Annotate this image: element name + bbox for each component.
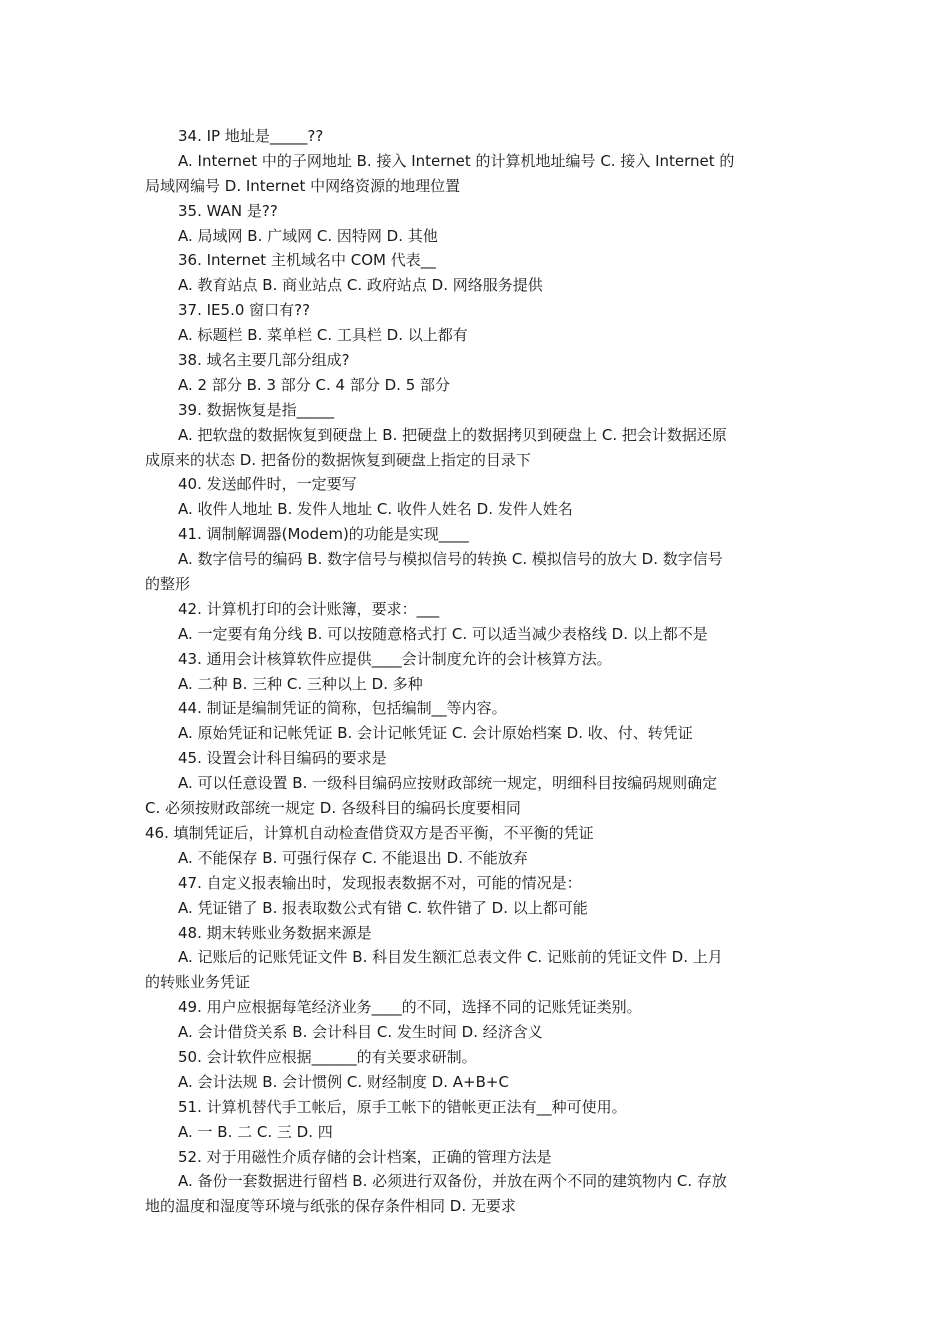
text-line: 50. 会计软件应根据______的有关要求研制。	[178, 1047, 477, 1066]
text-line: 40. 发送邮件时，一定要写	[178, 475, 357, 494]
text-line: A. 数字信号的编码 B. 数字信号与模拟信号的转换 C. 模拟信号的放大 D. 数字信号	[178, 550, 723, 569]
text-line: A. 备份一套数据进行留档 B. 必须进行双备份，并放在两个不同的建筑物内 C. 存放	[178, 1172, 727, 1191]
text-line: 37. IE5.0 窗口有??	[178, 301, 311, 320]
text-line: 46. 填制凭证后，计算机自动检查借贷双方是否平衡，不平衡的凭证	[145, 823, 594, 842]
text-line: 局域网编号 D. Internet 中网络资源的地理位置	[145, 176, 461, 195]
text-line: A. 记账后的记账凭证文件 B. 科目发生额汇总表文件 C. 记账前的凭证文件 D. 上月	[178, 948, 723, 967]
text-line: A. 把软盘的数据恢复到硬盘上 B. 把硬盘上的数据拷贝到硬盘上 C. 把会计数据还原	[178, 425, 727, 444]
text-line: A. 凭证错了 B. 报表取数公式有错 C. 软件错了 D. 以上都可能	[178, 898, 588, 917]
text-line: A. 不能保存 B. 可强行保存 C. 不能退出 D. 不能放弃	[178, 848, 528, 867]
text-line: A. 一 B. 二 C. 三 D. 四	[178, 1122, 333, 1141]
text-line: 48. 期末转账业务数据来源是	[178, 923, 372, 942]
text-line: A. 收件人地址 B. 发件人地址 C. 收件人姓名 D. 发件人姓名	[178, 500, 573, 519]
text-line: A. 一定要有角分线 B. 可以按随意格式打 C. 可以适当减少表格线 D. 以上都不是	[178, 624, 708, 643]
text-line: 的转账业务凭证	[145, 973, 251, 992]
text-line: 35. WAN 是??	[178, 201, 278, 220]
text-line: A. 教育站点 B. 商业站点 C. 政府站点 D. 网络服务提供	[178, 276, 543, 295]
text-line: A. 会计借贷关系 B. 会计科目 C. 发生时间 D. 经济含义	[178, 1023, 543, 1042]
text-line: C. 必须按财政部统一规定 D. 各级科目的编码长度要相同	[145, 799, 521, 818]
text-line: 51. 计算机替代手工帐后，原手工帐下的错帐更正法有__种可使用。	[178, 1097, 627, 1116]
text-line: 的整形	[145, 575, 191, 594]
text-line: A. 标题栏 B. 菜单栏 C. 工具栏 D. 以上都有	[178, 326, 468, 345]
text-line: A. 局域网 B. 广域网 C. 因特网 D. 其他	[178, 226, 438, 245]
text-line: 38. 域名主要几部分组成?	[178, 351, 350, 370]
text-line: 47. 自定义报表输出时，发现报表数据不对，可能的情况是：	[178, 873, 582, 892]
text-line: 44. 制证是编制凭证的简称，包括编制__等内容。	[178, 699, 507, 718]
text-line: 43. 通用会计核算软件应提供____会计制度允许的会计核算方法。	[178, 649, 612, 668]
text-line: A. 二种 B. 三种 C. 三种以上 D. 多种	[178, 674, 423, 693]
text-line: 39. 数据恢复是指_____	[178, 400, 335, 419]
text-line: 41. 调制解调器(Modem)的功能是实现____	[178, 525, 469, 544]
text-line: A. 2 部分 B. 3 部分 C. 4 部分 D. 5 部分	[178, 375, 451, 394]
text-line: 52. 对于用磁性介质存储的会计档案，正确的管理方法是	[178, 1147, 552, 1166]
document-body	[145, 124, 805, 1219]
text-line: 成原来的状态 D. 把备份的数据恢复到硬盘上指定的目录下	[145, 450, 531, 469]
text-line: 49. 用户应根据每笔经济业务____的不同，选择不同的记账凭证类别。	[178, 998, 642, 1017]
text-line: 42. 计算机打印的会计账簿，要求：___	[178, 599, 440, 618]
text-line: 45. 设置会计科目编码的要求是	[178, 749, 387, 768]
text-line: A. 可以任意设置 B. 一级科目编码应按财政部统一规定，明细科目按编码规则确定	[178, 774, 718, 793]
text-line: 34. IP 地址是_____??	[178, 127, 324, 145]
text-line: 地的温度和湿度等环境与纸张的保存条件相同 D. 无要求	[145, 1197, 516, 1216]
text-line: A. Internet 中的子网地址 B. 接入 Internet 的计算机地址编号 C. 接入 Internet 的	[178, 151, 735, 170]
text-line: A. 会计法规 B. 会计惯例 C. 财经制度 D. A+B+C	[178, 1072, 509, 1091]
text-line: A. 原始凭证和记帐凭证 B. 会计记帐凭证 C. 会计原始档案 D. 收、付、转凭证	[178, 724, 693, 743]
text-line: 36. Internet 主机域名中 COM 代表__	[178, 251, 436, 270]
